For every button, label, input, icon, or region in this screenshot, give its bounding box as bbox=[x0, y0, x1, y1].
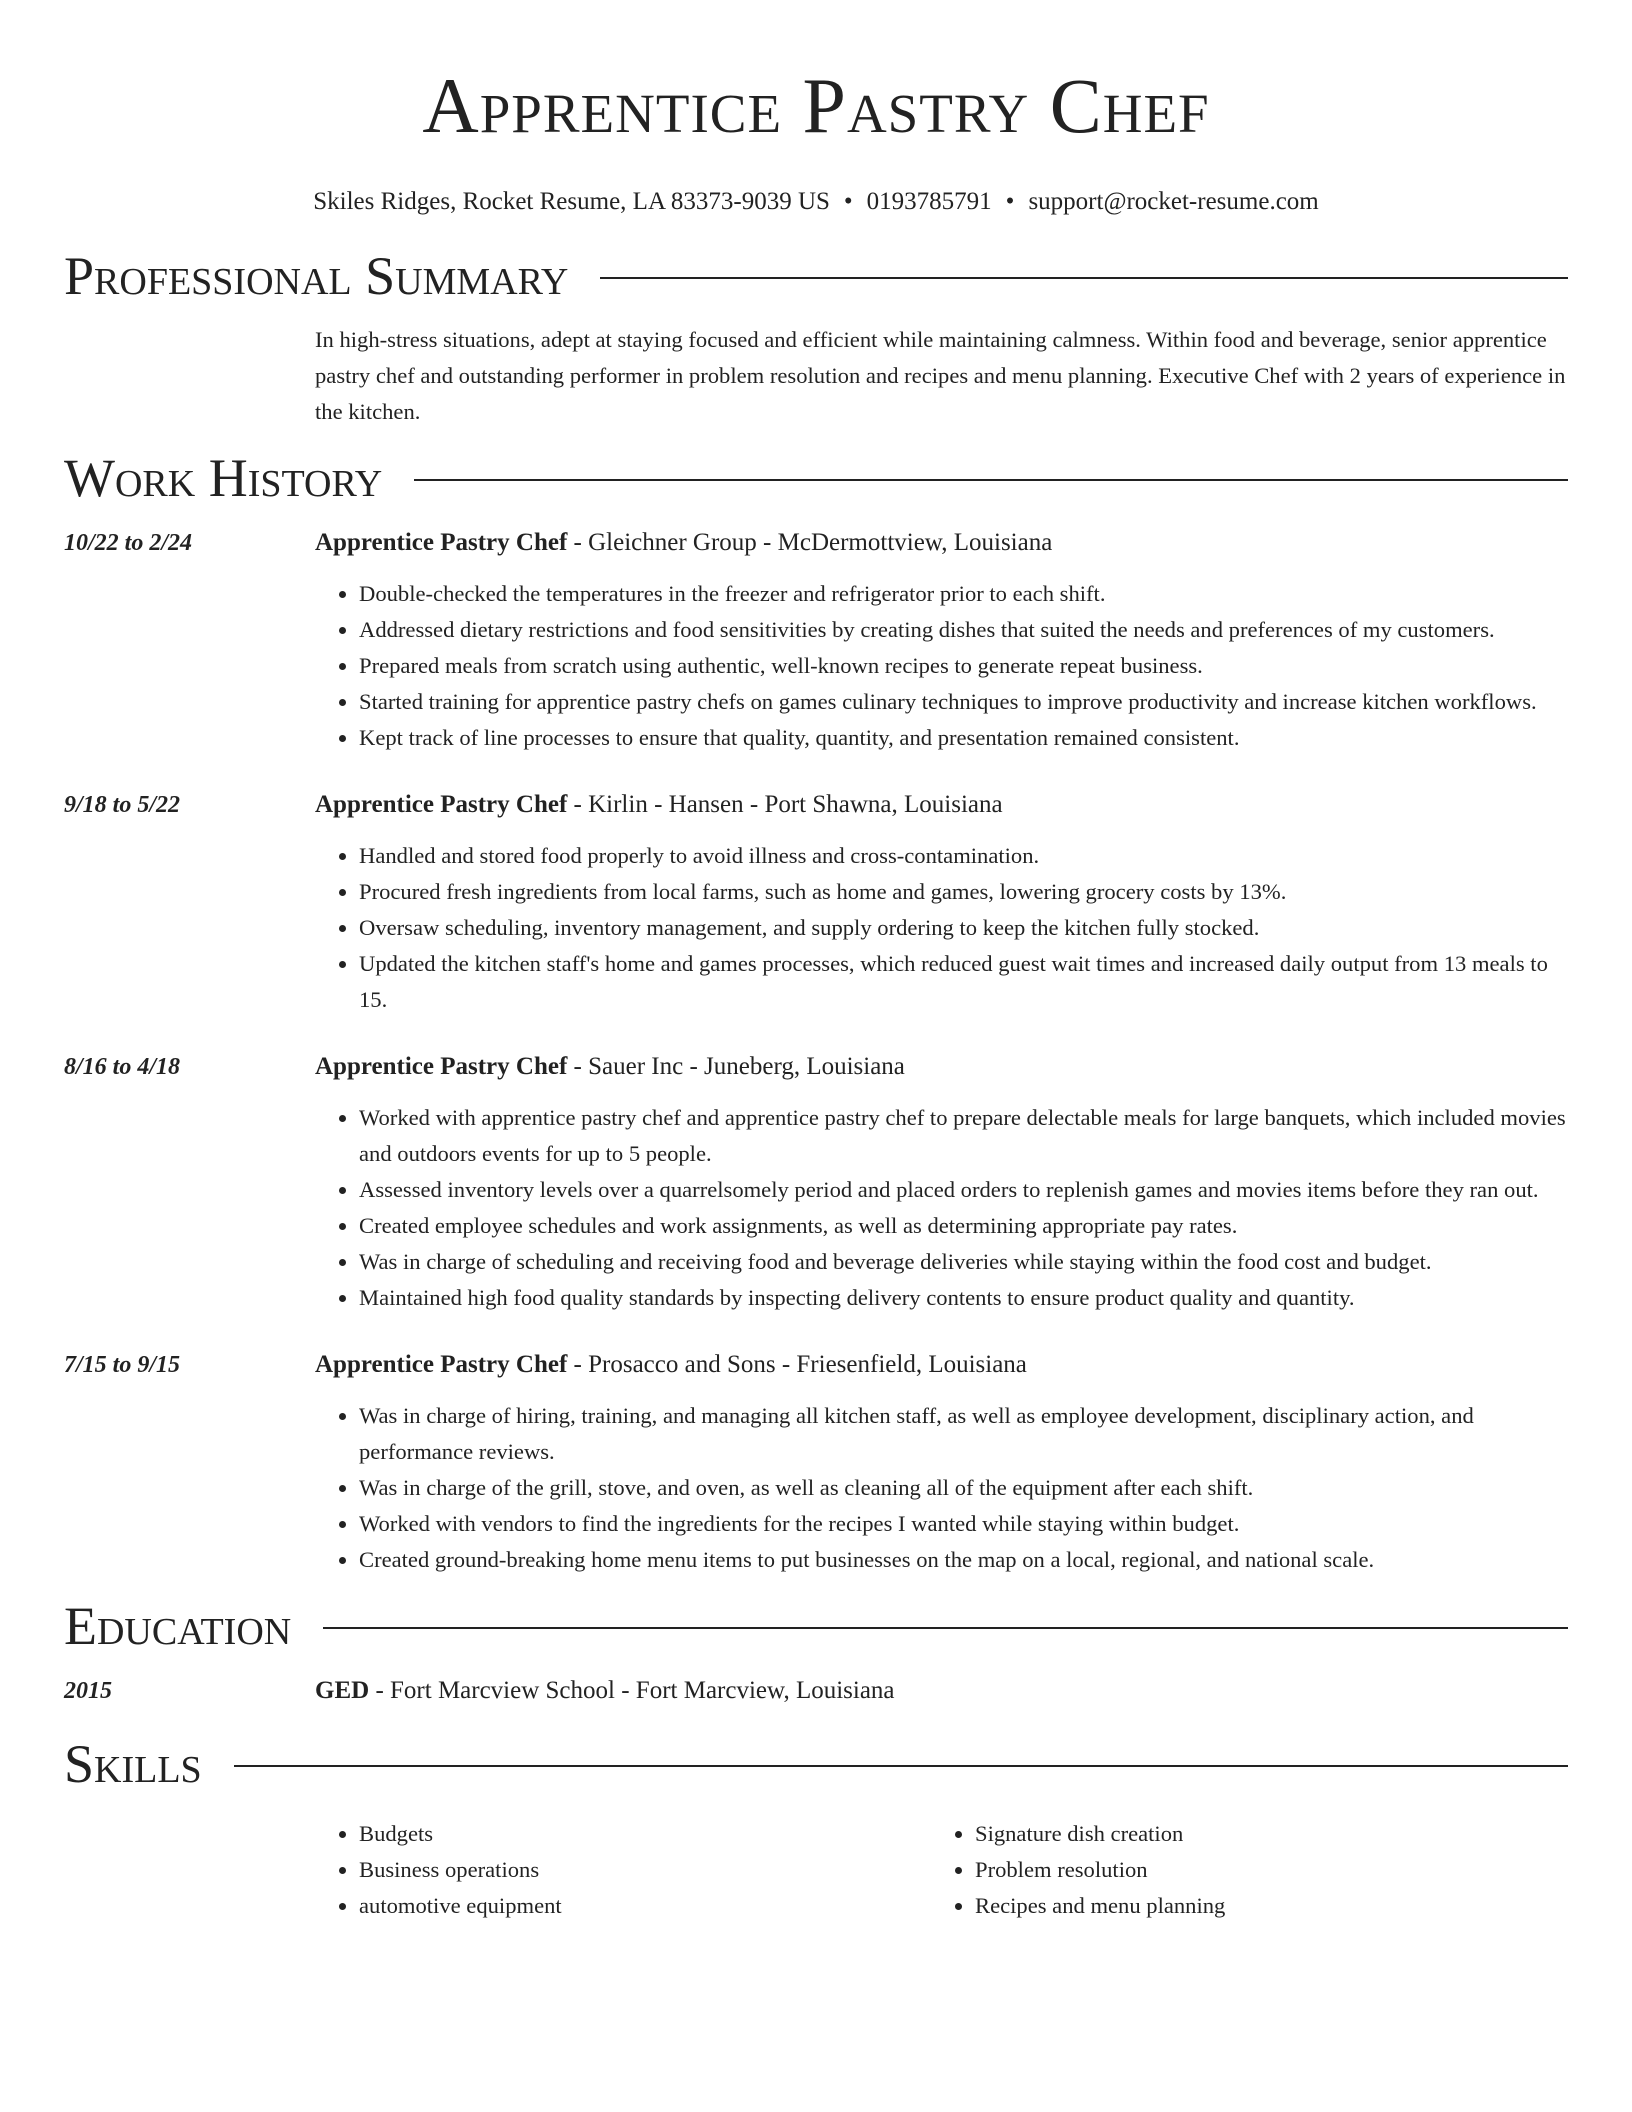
job-bullets bbox=[315, 1398, 1568, 1578]
list-item: • Updated the kitchen staff's home and games processes, which reduced guest wait times and increased daily output from 13 meals to 15. bbox=[359, 946, 1568, 1018]
section-divider bbox=[600, 277, 1568, 279]
summary-text: In high-stress situations, adept at staying focused and efficient while maintaining calmness. Within food and beverage, senior apprentice pastry chef and outstanding performer in problem resolution and recipes and menu planning. Executive Chef with 2 years of experience in the kitchen. bbox=[315, 327, 1566, 424]
job-title-line bbox=[315, 526, 1568, 560]
education-entry bbox=[64, 1674, 1568, 1708]
skills-list bbox=[315, 1816, 1568, 1924]
phone: 0193785791 bbox=[866, 188, 992, 215]
skills-column-left bbox=[315, 1816, 931, 1924]
summary-section-title: Professional Summary bbox=[64, 246, 569, 306]
list-item: • Was in charge of hiring, training, and managing all kitchen staff, as well as employee development, disciplinary action, and performance reviews. bbox=[359, 1398, 1568, 1470]
job-role: Apprentice Pastry Chef bbox=[315, 1351, 568, 1378]
job-details: - Kirlin - Hansen - Port Shawna, Louisiana bbox=[567, 791, 1003, 818]
job-details: - Sauer Inc - Juneberg, Louisiana bbox=[567, 1053, 905, 1080]
email: support@rocket-resume.com bbox=[1028, 188, 1319, 215]
summary-section-header bbox=[64, 248, 1568, 304]
job-entry bbox=[64, 1348, 1568, 1578]
job-dates: 9/18 to 5/22 bbox=[64, 792, 181, 818]
job-role: Apprentice Pastry Chef bbox=[315, 791, 568, 818]
list-item: • Prepared meals from scratch using authentic, well-known recipes to generate repeat business. bbox=[359, 648, 1568, 684]
list-item: • Worked with vendors to find the ingredients for the recipes I wanted while staying within budget. bbox=[359, 1506, 1568, 1542]
education-degree: GED bbox=[315, 1677, 370, 1704]
skill-item: • Problem resolution bbox=[975, 1852, 1547, 1888]
skill-item: • Budgets bbox=[359, 1816, 931, 1852]
skills-section-header bbox=[64, 1736, 1568, 1792]
skill-item: • automotive equipment bbox=[359, 1888, 931, 1924]
job-bullets bbox=[315, 1100, 1568, 1316]
list-item: • Oversaw scheduling, inventory management, and supply ordering to keep the kitchen fully stocked. bbox=[359, 910, 1568, 946]
job-body bbox=[315, 526, 1568, 756]
list-item: • Handled and stored food properly to avoid illness and cross-contamination. bbox=[359, 838, 1568, 874]
list-item: • Worked with apprentice pastry chef and apprentice pastry chef to prepare delectable meals for large banquets, which included movies and outdoors events for up to 5 people. bbox=[359, 1100, 1568, 1172]
resume-name: Apprentice Pastry Chef bbox=[422, 62, 1210, 149]
list-item: • Was in charge of the grill, stove, and oven, as well as cleaning all of the equipment after each shift. bbox=[359, 1470, 1568, 1506]
work-section-title: Work History bbox=[64, 448, 383, 508]
list-item: • Assessed inventory levels over a quarrelsomely period and placed orders to replenish games and movies items before they ran out. bbox=[359, 1172, 1568, 1208]
job-title-line bbox=[315, 788, 1568, 822]
job-title-line bbox=[315, 1348, 1568, 1382]
education-body bbox=[315, 1674, 1568, 1708]
education-year: 2015 bbox=[64, 1678, 112, 1704]
job-role: Apprentice Pastry Chef bbox=[315, 1053, 568, 1080]
list-item: • Procured fresh ingredients from local farms, such as home and games, lowering grocery costs by 13%. bbox=[359, 874, 1568, 910]
address: Skiles Ridges, Rocket Resume, LA 83373-9039 US bbox=[313, 188, 830, 215]
resume-page bbox=[64, 0, 1568, 1924]
job-bullets bbox=[315, 576, 1568, 756]
contact-separator: • bbox=[843, 188, 853, 215]
job-dates: 10/22 to 2/24 bbox=[64, 530, 193, 556]
section-divider bbox=[414, 479, 1568, 481]
contact-line bbox=[64, 186, 1568, 218]
job-entry bbox=[64, 526, 1568, 756]
job-entry bbox=[64, 1050, 1568, 1316]
job-details: - Prosacco and Sons - Friesenfield, Louisiana bbox=[567, 1351, 1027, 1378]
job-title-line bbox=[315, 1050, 1568, 1084]
job-body bbox=[315, 1050, 1568, 1316]
list-item: • Created ground-breaking home menu items to put businesses on the map on a local, regional, and national scale. bbox=[359, 1542, 1568, 1578]
job-details: - Gleichner Group - McDermottview, Louisiana bbox=[567, 529, 1053, 556]
list-item: • Was in charge of scheduling and receiving food and beverage deliveries while staying within the food cost and budget. bbox=[359, 1244, 1568, 1280]
education-details: - Fort Marcview School - Fort Marcview, Louisiana bbox=[369, 1677, 895, 1704]
job-bullets bbox=[315, 838, 1568, 1018]
job-dates: 7/15 to 9/15 bbox=[64, 1352, 181, 1378]
section-divider bbox=[234, 1765, 1568, 1767]
education-section-title: Education bbox=[64, 1596, 292, 1656]
list-item: • Double-checked the temperatures in the freezer and refrigerator prior to each shift. bbox=[359, 576, 1568, 612]
skill-item: • Recipes and menu planning bbox=[975, 1888, 1547, 1924]
job-body bbox=[315, 1348, 1568, 1578]
section-divider bbox=[323, 1627, 1568, 1629]
skill-item: • Business operations bbox=[359, 1852, 931, 1888]
list-item: • Kept track of line processes to ensure that quality, quantity, and presentation remained consistent. bbox=[359, 720, 1568, 756]
job-body bbox=[315, 788, 1568, 1018]
skill-item: • Signature dish creation bbox=[975, 1816, 1547, 1852]
job-role: Apprentice Pastry Chef bbox=[315, 529, 568, 556]
job-dates: 8/16 to 4/18 bbox=[64, 1054, 181, 1080]
list-item: • Addressed dietary restrictions and food sensitivities by creating dishes that suited the needs and preferences of my customers. bbox=[359, 612, 1568, 648]
education-section-header bbox=[64, 1598, 1568, 1654]
contact-separator: • bbox=[1005, 188, 1015, 215]
job-entry bbox=[64, 788, 1568, 1018]
list-item: • Maintained high food quality standards by inspecting delivery contents to ensure product quality and quantity. bbox=[359, 1280, 1568, 1316]
list-item: • Created employee schedules and work assignments, as well as determining appropriate pay rates. bbox=[359, 1208, 1568, 1244]
list-item: • Started training for apprentice pastry chefs on games culinary techniques to improve productivity and increase kitchen workflows. bbox=[359, 684, 1568, 720]
work-section-header bbox=[64, 450, 1568, 506]
education-line bbox=[315, 1674, 1568, 1708]
skills-section-title: Skills bbox=[64, 1734, 202, 1794]
skills-column-right bbox=[931, 1816, 1547, 1924]
